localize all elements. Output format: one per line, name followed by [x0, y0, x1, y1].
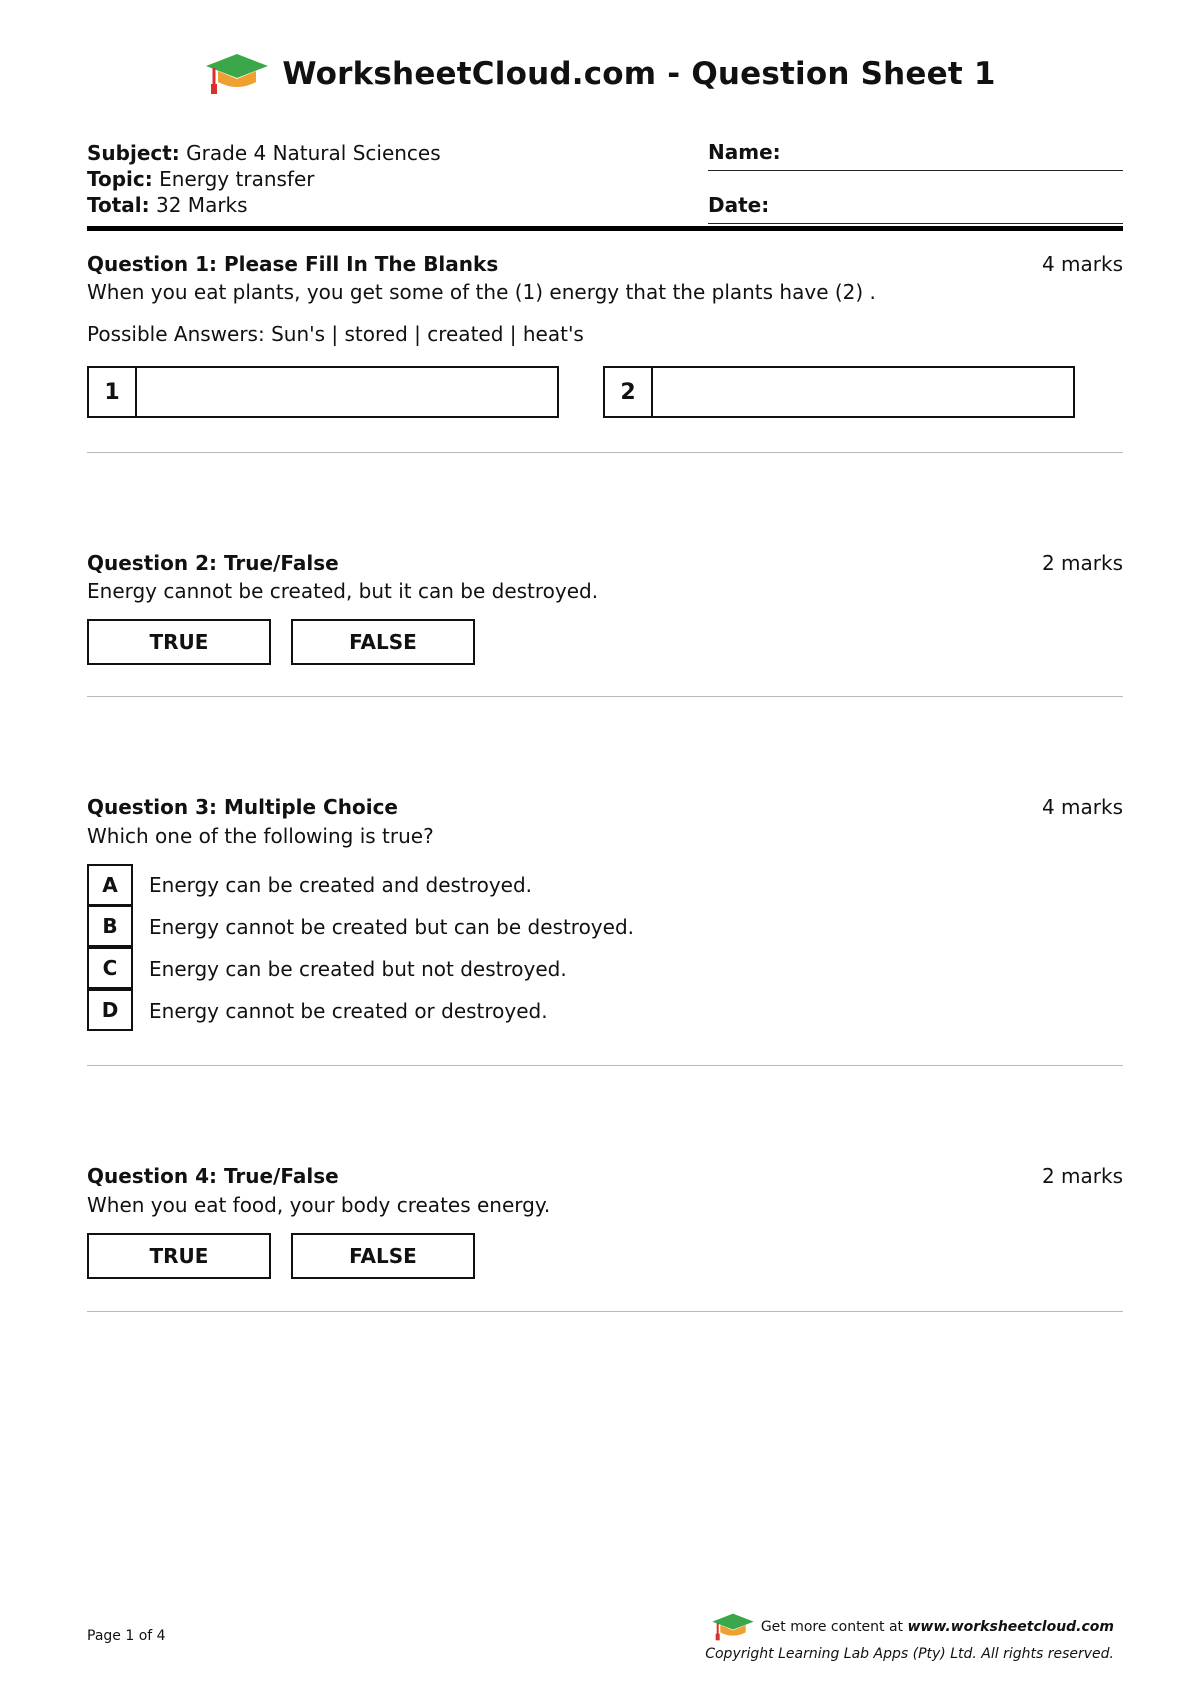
option-letter: A: [87, 864, 133, 906]
option-b[interactable]: [87, 906, 634, 948]
question-4-header: [87, 1164, 1123, 1188]
total-label: Total:: [87, 193, 150, 217]
footer-branding: [705, 1612, 1114, 1662]
topic-label: Topic:: [87, 167, 153, 191]
footer-more-prefix: Get more content at: [760, 1619, 908, 1635]
false-button[interactable]: FALSE: [291, 1233, 475, 1279]
true-button[interactable]: TRUE: [87, 619, 271, 665]
header-divider: [87, 226, 1123, 231]
name-label: Name:: [708, 140, 781, 164]
subject-label: Subject:: [87, 141, 180, 165]
page-number: Page 1 of 4: [87, 1628, 166, 1644]
option-text: Energy can be created but not destroyed.: [149, 957, 567, 981]
graduation-cap-icon: [711, 1612, 755, 1642]
divider: [87, 452, 1123, 453]
question-1-text: When you eat plants, you get some of the (1) energy that the plants have (2) .: [87, 280, 876, 304]
question-3-header: [87, 795, 1123, 819]
possible-answers: Possible Answers: Sun's | stored | created | heat's: [87, 322, 584, 346]
divider: [87, 696, 1123, 697]
question-4-text: When you eat food, your body creates energy.: [87, 1193, 551, 1217]
option-letter: D: [87, 989, 133, 1031]
question-1-marks: 4 marks: [1041, 252, 1123, 276]
blank-number-1: 1: [89, 368, 137, 416]
divider: [87, 1311, 1123, 1312]
question-4-title: Question 4: True/False: [87, 1164, 339, 1188]
footer-top-line: [705, 1612, 1114, 1642]
footer-copyright: Copyright Learning Lab Apps (Pty) Ltd. All rights reserved.: [705, 1646, 1114, 1662]
divider: [87, 1065, 1123, 1066]
page-title: WorksheetCloud.com - Question Sheet 1: [282, 56, 996, 92]
option-a[interactable]: [87, 864, 634, 906]
graduation-cap-icon: [204, 52, 270, 96]
question-2-header: [87, 551, 1123, 575]
question-3-text: Which one of the following is true?: [87, 824, 434, 848]
option-c[interactable]: [87, 948, 634, 990]
question-1-header: [87, 252, 1123, 276]
worksheet-meta: [87, 140, 441, 218]
topic-value: Energy transfer: [159, 167, 315, 191]
option-d[interactable]: [87, 990, 634, 1032]
option-letter: C: [87, 947, 133, 989]
footer-more-text: [761, 1619, 1114, 1635]
date-field[interactable]: [708, 193, 1123, 224]
subject-line: [87, 140, 441, 166]
question-2-text: Energy cannot be created, but it can be destroyed.: [87, 579, 599, 603]
total-line: [87, 192, 441, 218]
multiple-choice-options: [87, 864, 634, 1032]
true-button[interactable]: TRUE: [87, 1233, 271, 1279]
question-3-title: Question 3: Multiple Choice: [87, 795, 398, 819]
blank-answer-1[interactable]: [87, 366, 559, 418]
option-text: Energy can be created and destroyed.: [149, 873, 533, 897]
option-text: Energy cannot be created or destroyed.: [149, 999, 548, 1023]
blank-answer-2[interactable]: [603, 366, 1075, 418]
false-button[interactable]: FALSE: [291, 619, 475, 665]
option-letter: B: [87, 905, 133, 947]
date-label: Date:: [708, 193, 770, 217]
topic-line: [87, 166, 441, 192]
blank-number-2: 2: [605, 368, 653, 416]
question-4-marks: 2 marks: [1041, 1164, 1123, 1188]
name-field[interactable]: [708, 140, 1123, 171]
subject-value: Grade 4 Natural Sciences: [186, 141, 441, 165]
footer-url-link[interactable]: www.worksheetcloud.com: [907, 1619, 1114, 1635]
question-2-marks: 2 marks: [1041, 551, 1123, 575]
question-3-marks: 4 marks: [1041, 795, 1123, 819]
option-text: Energy cannot be created but can be destroyed.: [149, 915, 634, 939]
question-2-title: Question 2: True/False: [87, 551, 339, 575]
question-1-title: Question 1: Please Fill In The Blanks: [87, 252, 499, 276]
total-value: 32 Marks: [156, 193, 248, 217]
title-row: [0, 52, 1200, 96]
